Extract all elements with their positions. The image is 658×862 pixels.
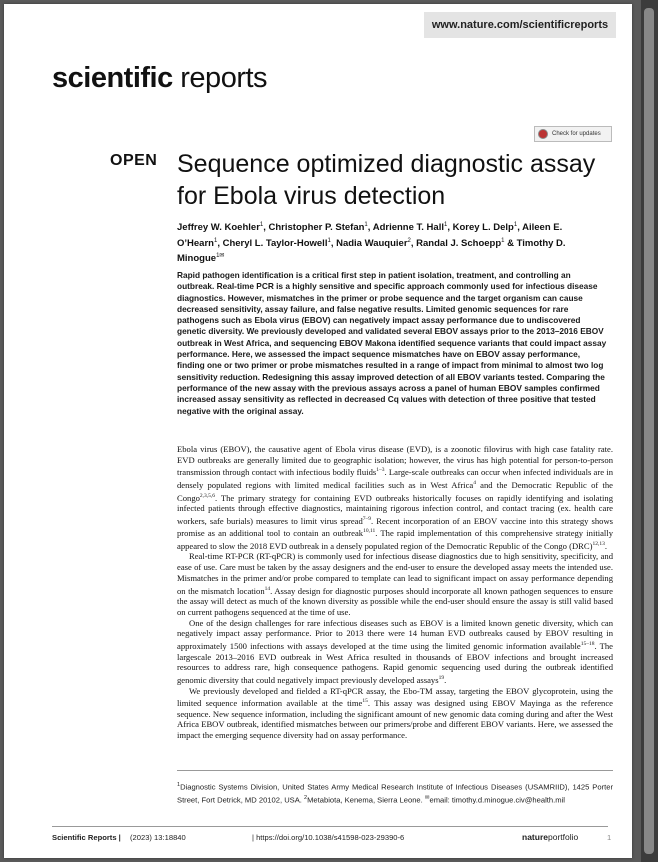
affiliation-divider: [177, 770, 613, 771]
author-separator: ,: [517, 222, 523, 234]
text-run: Metabiota, Kenema, Sierra Leone.: [307, 795, 425, 805]
author-separator: ,: [367, 222, 373, 234]
body-paragraph: [177, 686, 613, 741]
citation-ref[interactable]: 7–9: [362, 515, 372, 522]
body-paragraph: [177, 551, 613, 617]
author-name[interactable]: Jeffrey W. Koehler: [177, 222, 260, 234]
text-run: . The largescale 2013–2016 EVD outbreak in West Africa resulted in thousands of EBOV infections and brought increased resources to address rare, high consequence pathogens. Rapid genomic sequencing used during the outbreak identified genomic diversity that could negatively impact previously developed assays: [177, 640, 613, 685]
check-for-updates-label: Check for updates: [552, 131, 601, 137]
author-name[interactable]: Aileen E. O’Hearn: [177, 222, 563, 249]
citation-ref[interactable]: 2,3,5,6: [199, 492, 216, 499]
author-affiliation-mark: 1: [327, 237, 331, 244]
author-affiliation-mark: 2: [407, 237, 411, 244]
author-separator: ,: [217, 237, 223, 249]
author-list: [177, 219, 597, 266]
text-run: . This assay was designed using EBOV Mayinga as the reference sequence. New sequence information, including the significant amount of new genomic data coming during and after the West Africa EBOV outbreak, identified mismatches between our primers/probe and different EBOV variants. Here, we assessed the impact the emerging sequence diversity had on assay performance.: [177, 698, 613, 741]
citation-ref[interactable]: 4: [473, 479, 476, 486]
citation-ref[interactable]: 2: [304, 795, 308, 802]
author-separator: &: [504, 237, 517, 249]
author-affiliation-mark: 1: [513, 222, 518, 228]
journal-name-light: reports: [172, 62, 268, 94]
scrollbar-thumb[interactable]: [644, 8, 654, 854]
citation-ref[interactable]: 1: [177, 782, 181, 788]
journal-logo: [52, 62, 267, 95]
page-number: 1: [607, 833, 612, 842]
text-run: One of the design challenges for rare infectious diseases such as EBOV is a limited known genetic diversity, which can negatively impact assay performance. Prior to 2013 there were 14 human EVD outbreaks caused by EBOV resulting in approximately 1500 infections with assays developed at the time using the limited genomic information available: [177, 617, 613, 651]
text-run: Diagnostic Systems Division, United States Army Medical Research Institute of Infectious Diseases (USAMRIID), 1425 Porter Street, Fort Detrick, MD 20102, USA.: [177, 782, 613, 805]
footer-journal: Scientific Reports |: [52, 833, 121, 842]
journal-url-banner[interactable]: www.nature.com/scientificreports: [424, 12, 616, 38]
citation-ref[interactable]: ✉: [424, 795, 430, 802]
body-paragraph: [177, 618, 613, 686]
author-separator: ,: [263, 222, 269, 234]
open-access-label: OPEN: [110, 152, 158, 169]
journal-name-bold: scientific: [52, 62, 173, 94]
author-affiliation-mark: 1: [259, 222, 264, 228]
citation-ref[interactable]: 1–3: [376, 467, 385, 474]
main-text: [177, 444, 613, 741]
footer-doi-link[interactable]: | https://doi.org/10.1038/s41598-023-29390-6: [252, 833, 405, 842]
author-name[interactable]: Randal J. Schoepp: [416, 237, 502, 249]
check-for-updates-button[interactable]: [534, 126, 612, 142]
text-run: email: timothy.d.minogue.civ@health.mil: [429, 795, 565, 805]
author-name[interactable]: Cheryl L. Taylor-Howell: [222, 237, 328, 249]
text-run: We previously developed and fielded a RT-qPCR assay, the Ebo-TM assay, targeting the EBOV glycoprotein, using the limited sequence information available at the time: [177, 685, 613, 709]
citation-ref[interactable]: 15: [362, 698, 368, 705]
affiliations: [177, 780, 613, 806]
text-run: Real-time RT-PCR (RT-qPCR) is commonly used for infectious disease diagnostics due to high sensitivity, specificity, and ease of use. Care must be taken by the assay designers and the end-user to ensure the developed assay meets the intended use. Mismatches in the primer and/or probe compared to template can lead to significant impact on assay performance depending on the mismatch location: [177, 551, 613, 596]
text-run: . Recent incorporation of an EBOV vaccine into this strategy shows promise as an additional tool to contain an outbreak: [177, 515, 614, 539]
author-separator: ,: [447, 222, 453, 234]
author-name[interactable]: Timothy D. Minogue: [177, 237, 566, 265]
crossmark-icon: [538, 129, 548, 139]
text-run: and the Democratic Republic of the Congo: [177, 479, 613, 503]
author-name[interactable]: Adrienne T. Hall: [372, 222, 444, 234]
text-run: .: [444, 674, 447, 685]
text-run: . The rapid implementation of this comprehensive strategy initially appeared to slow the 2018 EVD outbreak in a densely populated region of the Democratic Republic of the Congo (DRC): [177, 528, 613, 551]
author-name[interactable]: Christopher P. Stefan: [268, 222, 365, 234]
citation-ref[interactable]: 14: [264, 585, 271, 592]
pdf-page: [4, 4, 632, 858]
author-affiliation-mark: 1: [213, 237, 218, 244]
author-affiliation-mark: 1✉: [216, 253, 225, 260]
text-run: . Large-scale outbreaks can occur when infected individuals are in densely populated regions with limited medical facilities such as in West Africa: [177, 467, 613, 490]
citation-ref[interactable]: 10,11: [363, 528, 376, 535]
author-name[interactable]: Nadia Wauquier: [336, 237, 408, 249]
abstract: Rapid pathogen identification is a critical first step in patient isolation, treatment, and controlling an outbreak. Real-time PCR is a highly sensitive and specific approach commonly used for infectious disease diagnostics. However, mismatches in the primer or probe sequence and the target organism can cause decreased sensitivity, assay failure, and false negative results. Limited genomic sequences for rare pathogens such as Ebola virus (EBOV) can negatively impact assay performance due to undiscovered genetic diversity. We previously developed and validated several EBOV assays prior to the 2013–2016 EBOV outbreak in West Africa, and sequencing EBOV Makona identified sequence variants that could impact assay performance. Here, we assessed the impact sequence mismatches have on EBOV assay performance, finding one or two primer or probe mismatches resulted in a range of impact from minimal to almost two log sensitivity reduction. Redesigning this assay improved detection of all EBOV variants tested. Comparing the performance of the new assay with the previous assays across a panel of human EBOV samples confirmed increased assay sensitivity as reflected in decreased Cq values with detection of three positive that tested negative with the original assay.: [177, 270, 607, 416]
citation-ref[interactable]: 19: [438, 674, 445, 681]
footer-divider: [52, 826, 608, 827]
author-affiliation-mark: 1: [364, 222, 368, 228]
citation-ref[interactable]: 15–18: [580, 640, 595, 647]
author-separator: ,: [410, 237, 417, 249]
author-affiliation-mark: 1: [501, 237, 505, 244]
footer-citation: (2023) 13:18840: [130, 833, 186, 842]
text-run: Ebola virus (EBOV), the causative agent of Ebola virus disease (EVD), is a zoonotic filovirus with high case fatality rate. EVD outbreaks are generally limited due to geographic isolation; however, the virus has high potential for person-to-person transmission through contact with infectious bodily fluids: [177, 444, 613, 478]
author-affiliation-mark: 1: [443, 222, 448, 228]
author-separator: ,: [330, 237, 337, 249]
text-run: . The primary strategy for containing EVD outbreaks historically focuses on rapidly identifying and isolating infected patients through effective diagnostics, maintaining rigorous infection control, and contact tracing (ex. health care workers, safe burials) measures to limit virus spread: [177, 492, 613, 526]
citation-ref[interactable]: 12,13: [592, 540, 605, 547]
article-title: Sequence optimized diagnostic assay for Ebola virus detection: [177, 150, 596, 210]
nature-portfolio-logo: natureportfolio: [522, 832, 579, 842]
text-run: .: [604, 540, 608, 551]
author-name[interactable]: Korey L. Delp: [452, 222, 514, 234]
text-run: . Assay design for diagnostic purposes should incorporate all known pathogen sequences to ensure the assay will detect as much of the known diversity as possible while the end-user should ensure the assay is still valid based on current pathogens sequenced at the time of use.: [177, 585, 613, 617]
body-paragraph: [177, 444, 613, 551]
